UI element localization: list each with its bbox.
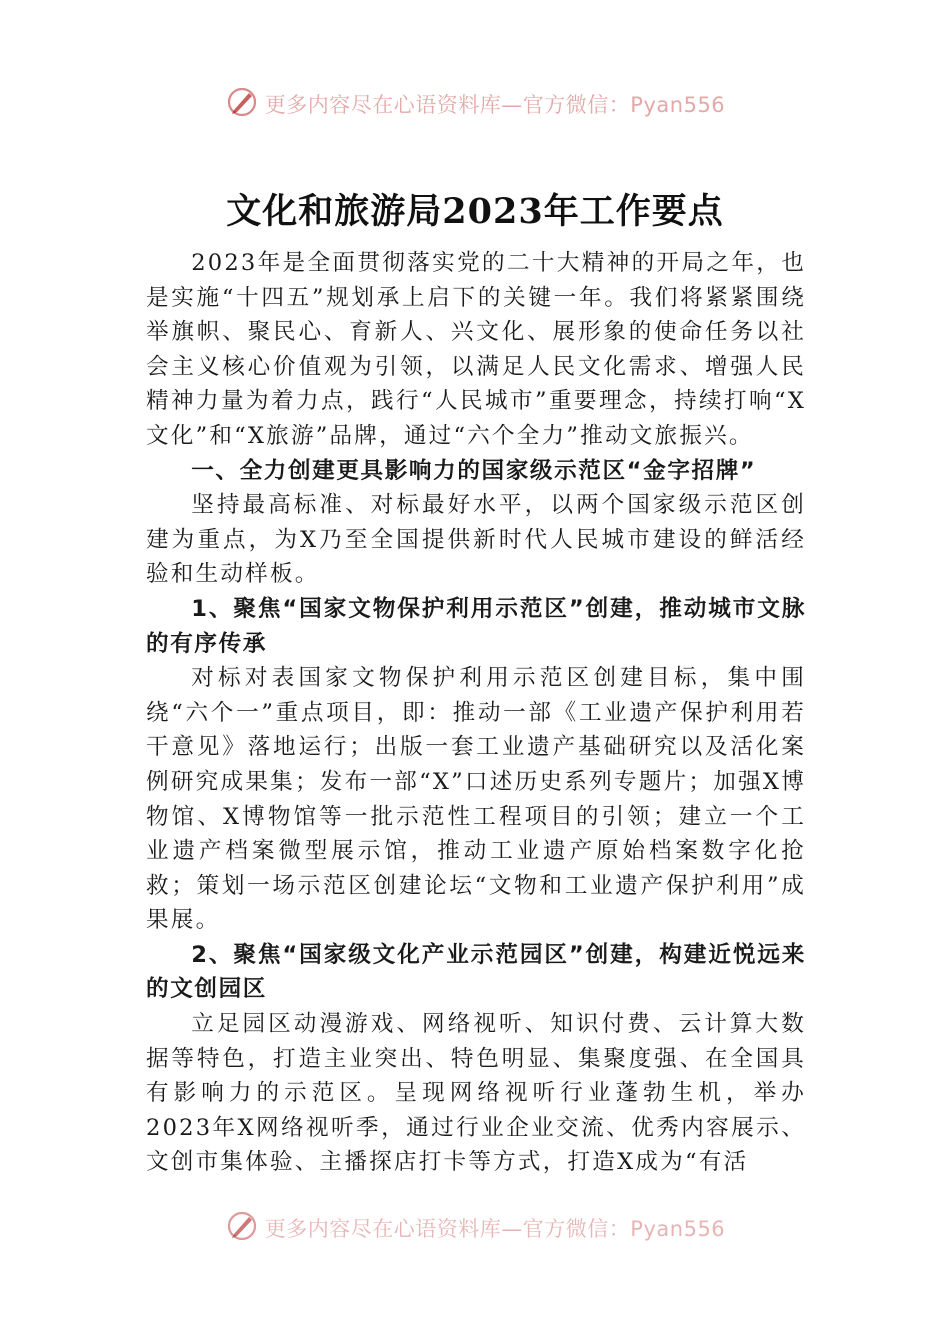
section-1-paragraph: 坚持最高标准、对标最好水平，以两个国家级示范区创建为重点，为X乃至全国提供新时代人民城市建设的鲜活经验和生动样板。: [146, 492, 806, 588]
subsection-heading-2: 2、聚焦“国家级文化产业示范园区”创建，构建近悦远来的文创园区: [146, 941, 806, 1003]
section-heading-1: 一、全力创建更具影响力的国家级示范区“金字招牌”: [191, 457, 757, 484]
subsection-1-paragraph: 对标对表国家文物保护利用示范区创建目标，集中围绕“六个一”重点项目，即：推动一部《工业遗产保护利用若干意见》落地运行；出版一套工业遗产基础研究以及活化案例研究成果集；发布一部“X”口述历史系列专题片；加强X博物馆、X博物馆等一批示范性工程项目的引领；建立一个工业遗产档案微型展示馆，推动工业遗产原始档案数字化抢救；策划一场示范区创建论坛“文物和工业遗产保护利用”成果展。: [146, 665, 806, 934]
intro-paragraph: 2023年是全面贯彻落实党的二十大精神的开局之年，也是实施“十四五”规划承上启下的关键一年。我们将紧紧围绕举旗帜、聚民心、育新人、兴文化、展形象的使命任务以社会主义核心价值观为引领，以满足人民文化需求、增强人民精神力量为着力点，践行“人民城市”重要理念，持续打响“X文化”和“X旅游”品牌，通过“六个全力”推动文旅振兴。: [146, 250, 806, 449]
watermark-text: 更多内容尽在心语资料库—官方微信：Pyan556: [264, 93, 726, 117]
subsection-2-paragraph: 立足园区动漫游戏、网络视听、知识付费、云计算大数据等特色，打造主业突出、特色明显、集聚度强、在全国具有影响力的示范区。呈现网络视听行业蓬勃生机，举办2023年X网络视听季，通过行业企业交流、优秀内容展示、文创市集体验、主播探店打卡等方式，打造X成为“有活: [146, 1011, 806, 1176]
document-title: 文化和旅游局2023年工作要点: [226, 191, 724, 232]
watermark-header: [0, 86, 950, 122]
document-body: [146, 246, 806, 1180]
watermark-text: 更多内容尽在心语资料库—官方微信：Pyan556: [264, 1217, 726, 1241]
pen-nib-logo-icon: [225, 1209, 259, 1248]
watermark-footer: [0, 1210, 950, 1246]
pen-nib-logo-icon: [225, 85, 259, 124]
subsection-heading-1: 1、聚焦“国家文物保护利用示范区”创建，推动城市文脉的有序传承: [146, 595, 806, 657]
